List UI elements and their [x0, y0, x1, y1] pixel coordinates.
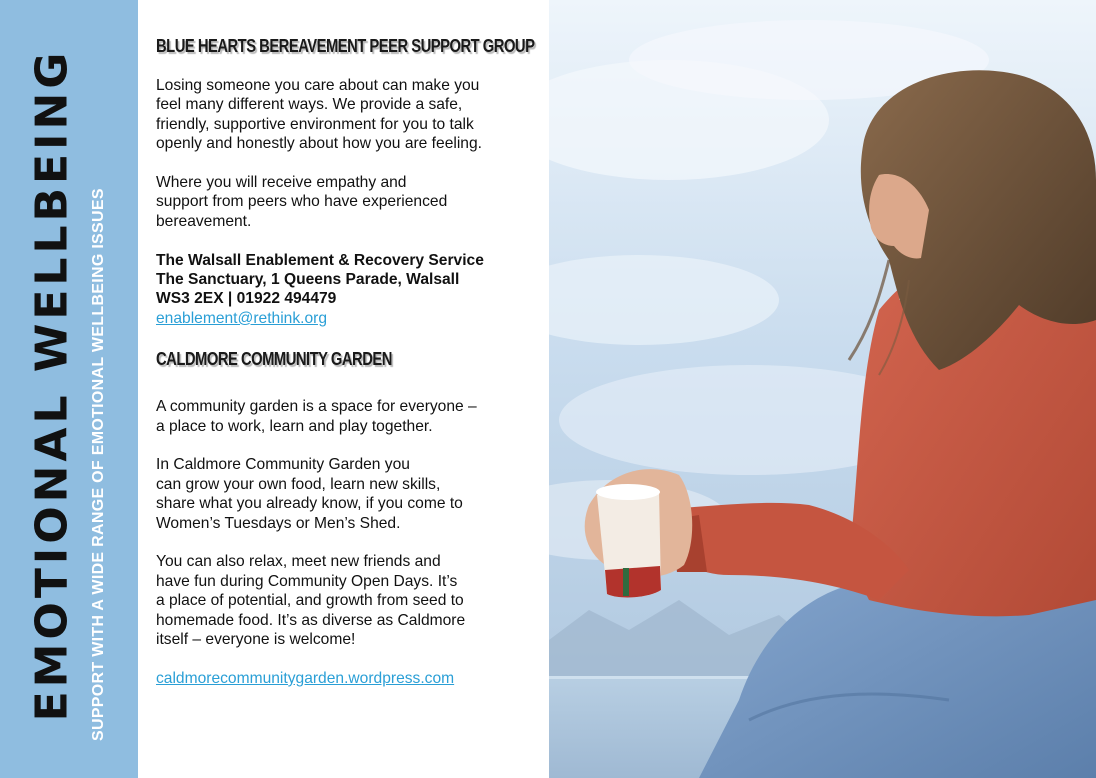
side-banner: [0, 0, 138, 778]
caldmore-paragraph-1: A community garden is a space for everyone – a place to work, learn and play together.: [156, 398, 477, 435]
section-heading-blue-hearts: BLUE HEARTS BEREAVEMENT PEER SUPPORT GROUP: [156, 36, 535, 56]
blue-hearts-contact: The Walsall Enablement & Recovery Service The Sanctuary, 1 Queens Parade, Walsall WS3 2EX | 01922 494479: [156, 251, 484, 308]
side-subtitle: SUPPORT WITH A WIDE RANGE OF EMOTIONAL WELLBEING ISSUES: [90, 188, 107, 741]
woman-holding-coffee-cup-photo: [549, 0, 1096, 778]
email-link[interactable]: enablement@rethink.org: [156, 309, 327, 327]
website-link[interactable]: caldmorecommunitygarden.wordpress.com: [156, 669, 455, 687]
section-heading-caldmore: CALDMORE COMMUNITY GARDEN: [156, 349, 392, 370]
side-title: EMOTIONAL WELLBEING: [26, 48, 78, 722]
caldmore-paragraph-3: You can also relax, meet new friends and have fun during Community Open Days. It’s a place of potential, and growth from seed to homemade food. It’s as diverse as Caldmore itself – everyone is welcome!: [156, 553, 466, 649]
content-column: [156, 34, 536, 688]
blue-hearts-paragraph-2: Where you will receive empathy and support from peers who have experienced bereavement.: [156, 174, 448, 230]
blue-hearts-paragraph-1: Losing someone you care about can make you feel many different ways. We provide a safe, friendly, supportive environment for you to talk openly and honestly about how you are feeling.: [156, 77, 482, 153]
caldmore-paragraph-2: In Caldmore Community Garden you can grow your own food, learn new skills, share what you already know, if you come to Women’s Tuesdays or Men’s Shed.: [156, 456, 463, 532]
